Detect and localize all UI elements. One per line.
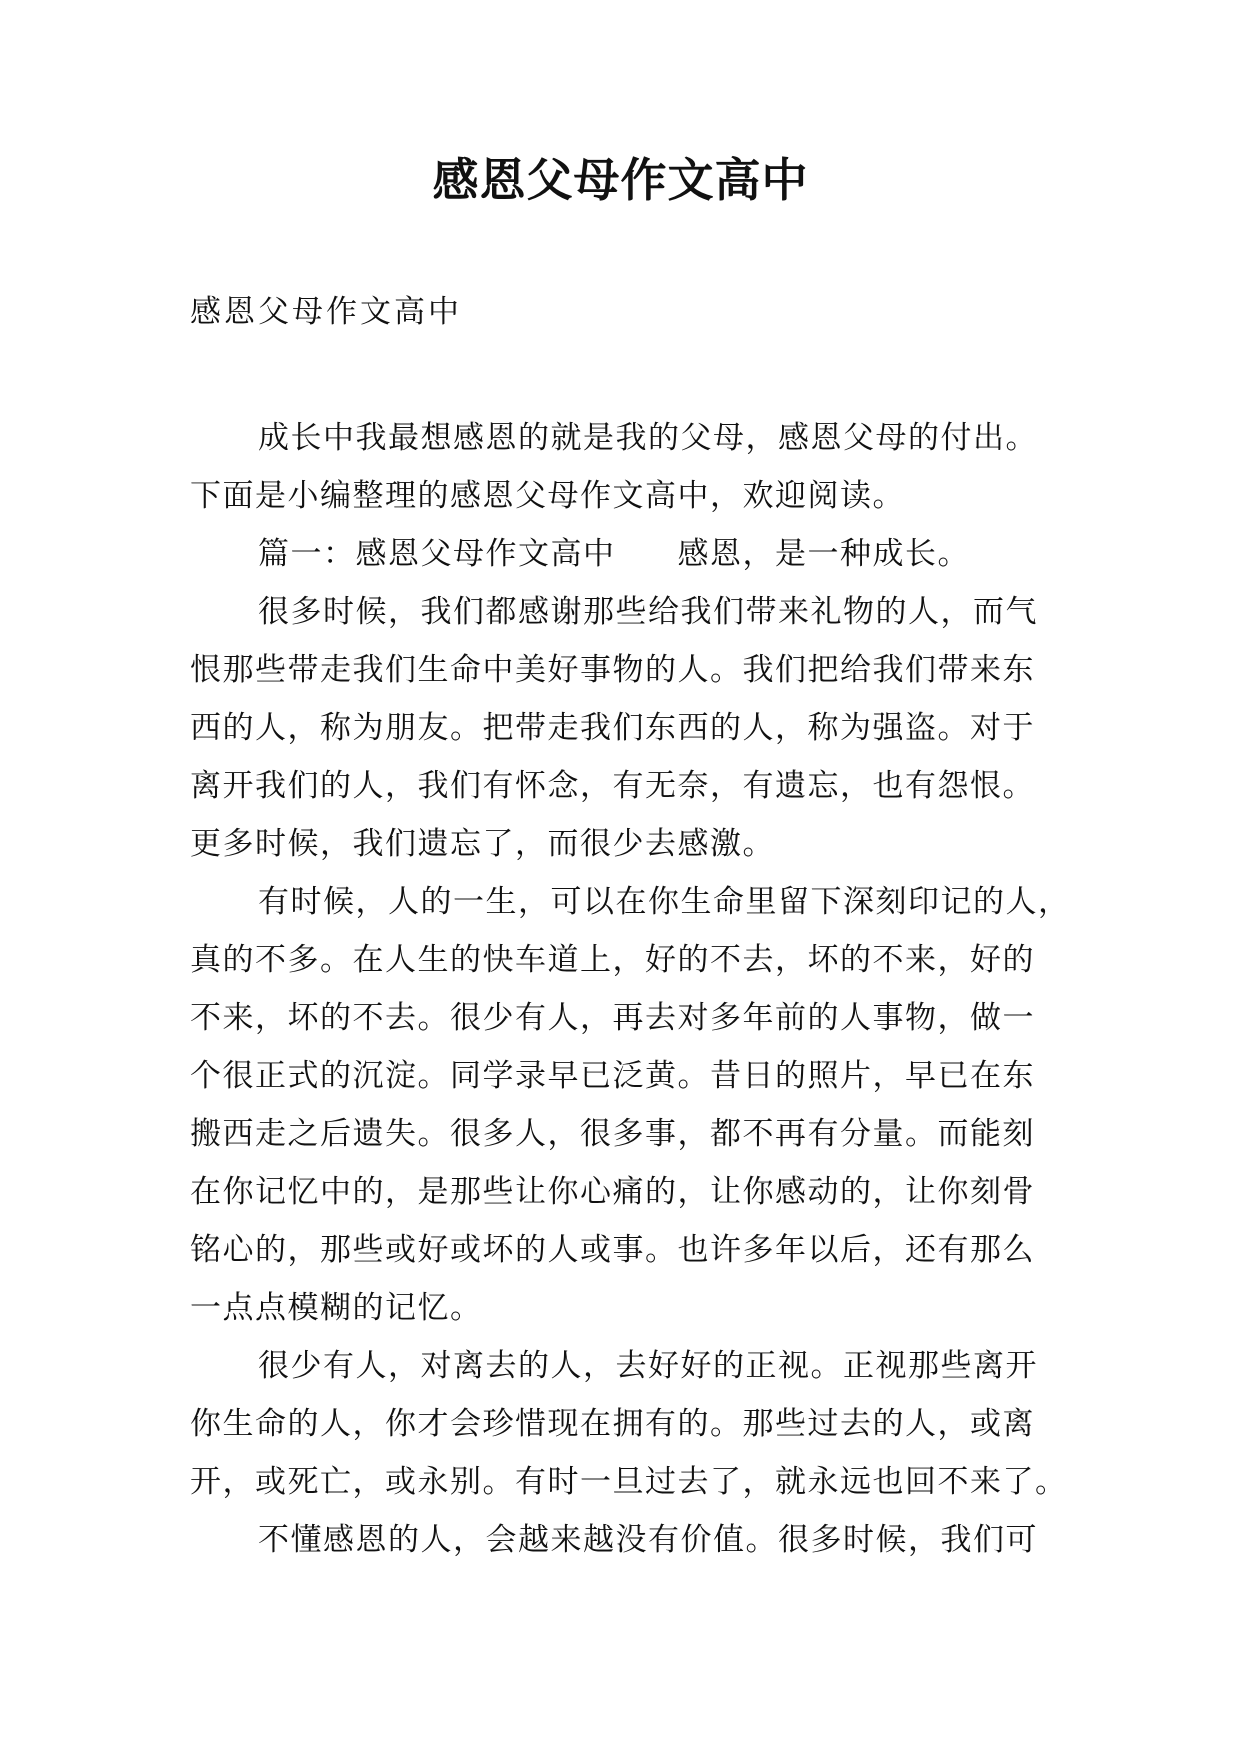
body-line: 开，或死亡，或永别。有时一旦过去了，就永远也回不来了。 — [190, 1464, 1068, 1500]
document-title: 感恩父母作文高中 — [432, 153, 809, 207]
body-line: 在你记忆中的，是那些让你心痛的，让你感动的，让你刻骨 — [190, 1174, 1035, 1210]
body-line: 西的人，称为朋友。把带走我们东西的人，称为强盗。对于 — [190, 710, 1035, 746]
body-line: 不来，坏的不去。很少有人，再去对多年前的人事物，做一 — [190, 1000, 1035, 1036]
body-line: 很少有人，对离去的人，去好好的正视。正视那些离开 — [258, 1348, 1038, 1384]
document-subtitle: 感恩父母作文高中 — [190, 294, 462, 330]
section-lead: 感恩，是一种成长。 — [677, 536, 970, 572]
body-line: 真的不多。在人生的快车道上，好的不去，坏的不来，好的 — [190, 942, 1035, 978]
body-line: 不懂感恩的人，会越来越没有价值。很多时候，我们可 — [258, 1522, 1038, 1558]
body-line: 一点点模糊的记忆。 — [190, 1290, 483, 1326]
body-line: 有时候，人的一生，可以在你生命里留下深刻印记的人， — [258, 884, 1071, 920]
body-line: 成长中我最想感恩的就是我的父母，感恩父母的付出。 — [258, 420, 1038, 456]
document-body — [190, 409, 1090, 1569]
body-line — [190, 525, 1090, 583]
body-line: 恨那些带走我们生命中美好事物的人。我们把给我们带来东 — [190, 652, 1035, 688]
section-heading: 篇一：感恩父母作文高中 — [258, 536, 616, 572]
body-line: 个很正式的沉淀。同学录早已泛黄。昔日的照片，早已在东 — [190, 1058, 1035, 1094]
body-line: 你生命的人，你才会珍惜现在拥有的。那些过去的人，或离 — [190, 1406, 1035, 1442]
body-line: 铭心的，那些或好或坏的人或事。也许多年以后，还有那么 — [190, 1232, 1035, 1268]
body-line: 更多时候，我们遗忘了，而很少去感激。 — [190, 826, 775, 862]
body-line: 离开我们的人，我们有怀念，有无奈，有遗忘，也有怨恨。 — [190, 768, 1035, 804]
body-line: 下面是小编整理的感恩父母作文高中，欢迎阅读。 — [190, 478, 905, 514]
body-line: 很多时候，我们都感谢那些给我们带来礼物的人，而气 — [258, 594, 1038, 630]
body-line: 搬西走之后遗失。很多人，很多事，都不再有分量。而能刻 — [190, 1116, 1035, 1152]
